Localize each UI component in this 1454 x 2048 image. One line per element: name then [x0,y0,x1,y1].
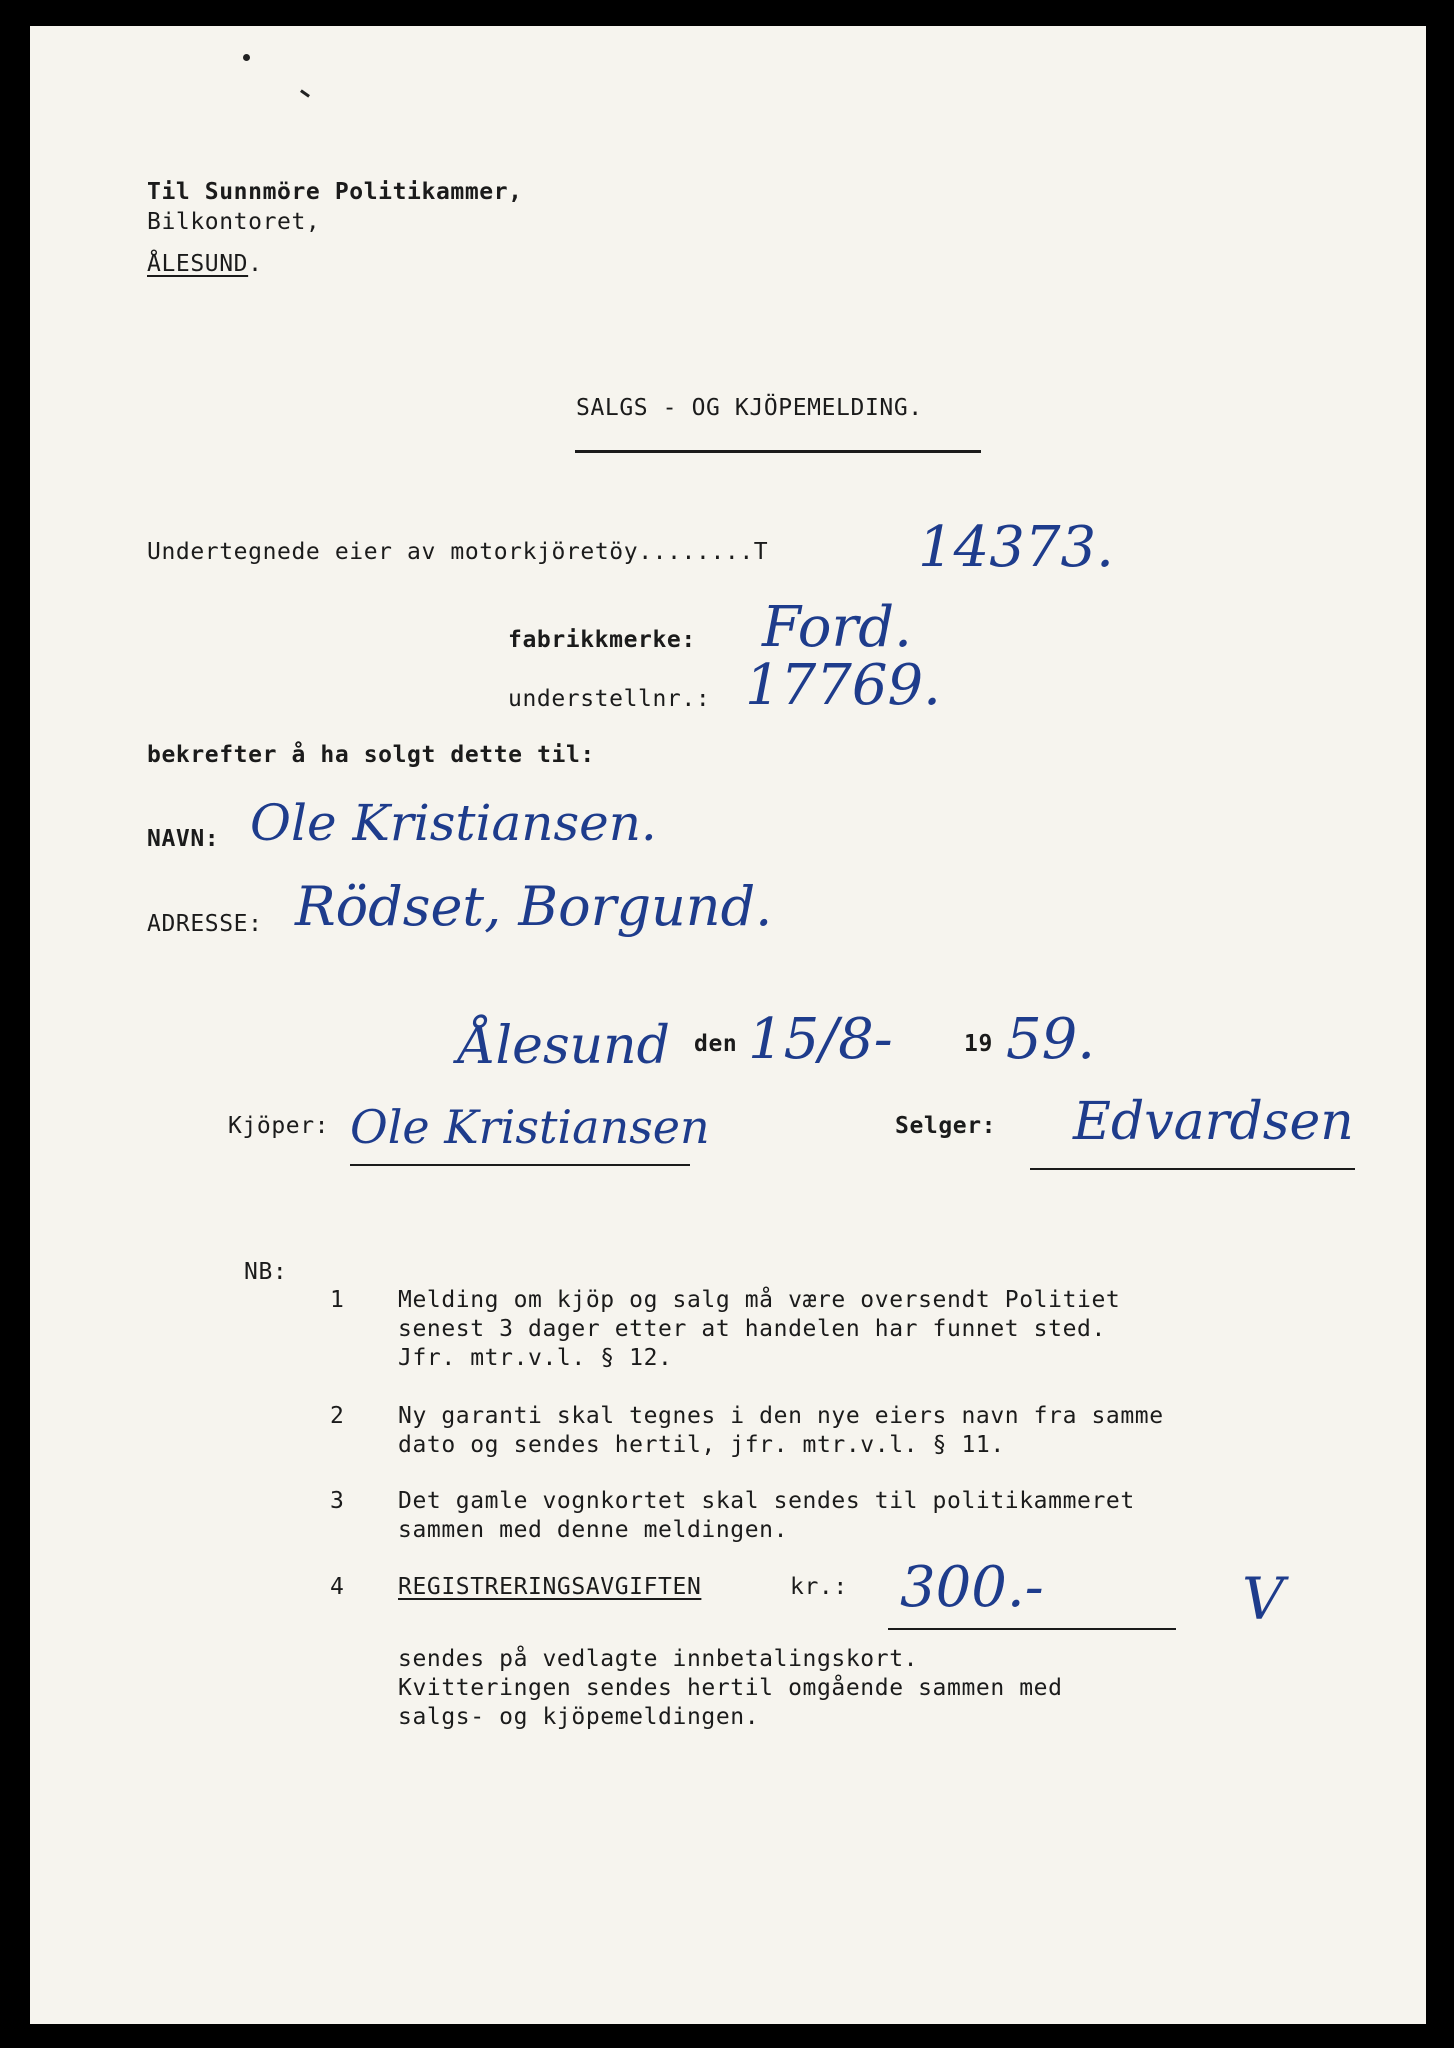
vehicle-make: Ford. [762,595,912,660]
note-number: 4 [330,1574,345,1600]
seller-signature-line [1030,1168,1355,1170]
document-title: SALGS - OG KJÖPEMELDING. [576,395,923,421]
note-line: Melding om kjöp og salg må være oversendt Politiet [398,1287,1121,1313]
note-number: 3 [330,1488,345,1514]
fee-label: REGISTRERINGSAVGIFTEN [398,1574,702,1600]
notes-label: NB: [244,1259,288,1285]
note-line: salgs- og kjöpemeldingen. [398,1704,760,1730]
year-suffix: 59. [1006,1007,1096,1072]
fee-currency: kr.: [790,1574,848,1600]
note-line: sendes på vedlagte innbetalingskort. [398,1646,919,1672]
registration-number: 14373. [918,515,1114,580]
buyer-name: Ole Kristiansen. [250,794,657,852]
note-line: Ny garanti skal tegnes i den nye eiers navn fra samme [398,1403,1164,1429]
buyer-signature: Ole Kristiansen [350,1100,710,1154]
buyer-address: Rödset, Borgund. [295,875,773,938]
chassis-number: 17769. [745,653,941,718]
address-city: ÅLESUND [147,251,249,277]
note-line: Kvitteringen sendes hertil omgående sammen med [398,1675,1063,1701]
chassis-label: understellnr.: [508,686,711,712]
fee-amount: 300.- [900,1555,1044,1620]
scan-speck [243,54,250,61]
note-line: Det gamle vognkortet skal sendes til politikammeret [398,1488,1135,1514]
place: Ålesund [458,1016,670,1076]
buyer-signature-line [350,1164,690,1166]
seller-signature-label: Selger: [895,1113,997,1139]
note-number: 2 [330,1403,345,1429]
address-city-suffix: . [248,251,263,277]
address-line-2: Bilkontoret, [147,209,321,235]
buyer-signature-label: Kjöper: [228,1113,330,1139]
date: 15/8- [748,1007,893,1072]
date-label: den [694,1031,738,1057]
check-mark: V [1242,1565,1284,1633]
make-label: fabrikkmerke: [508,627,696,653]
owner-label: Undertegnede eier av motorkjöretöy........T [147,539,769,565]
title-underline [575,450,981,453]
year-prefix: 19 [964,1031,993,1057]
note-line: senest 3 dager etter at handelen har funnet sted. [398,1316,1106,1342]
note-number: 1 [330,1287,345,1313]
buyer-address-label: ADRESSE: [147,911,263,937]
address-city-line [147,250,263,279]
note-line: Jfr. mtr.v.l. § 12. [398,1345,673,1371]
seller-signature: Edvardsen [1073,1092,1354,1152]
address-line-1: Til Sunnmöre Politikammer, [147,179,523,205]
sold-to-label: bekrefter å ha solgt dette til: [147,742,595,768]
note-line: sammen med denne meldingen. [398,1517,789,1543]
note-line: dato og sendes hertil, jfr. mtr.v.l. § 11. [398,1432,1005,1458]
fee-amount-line [888,1628,1176,1630]
buyer-name-label: NAVN: [147,826,220,852]
